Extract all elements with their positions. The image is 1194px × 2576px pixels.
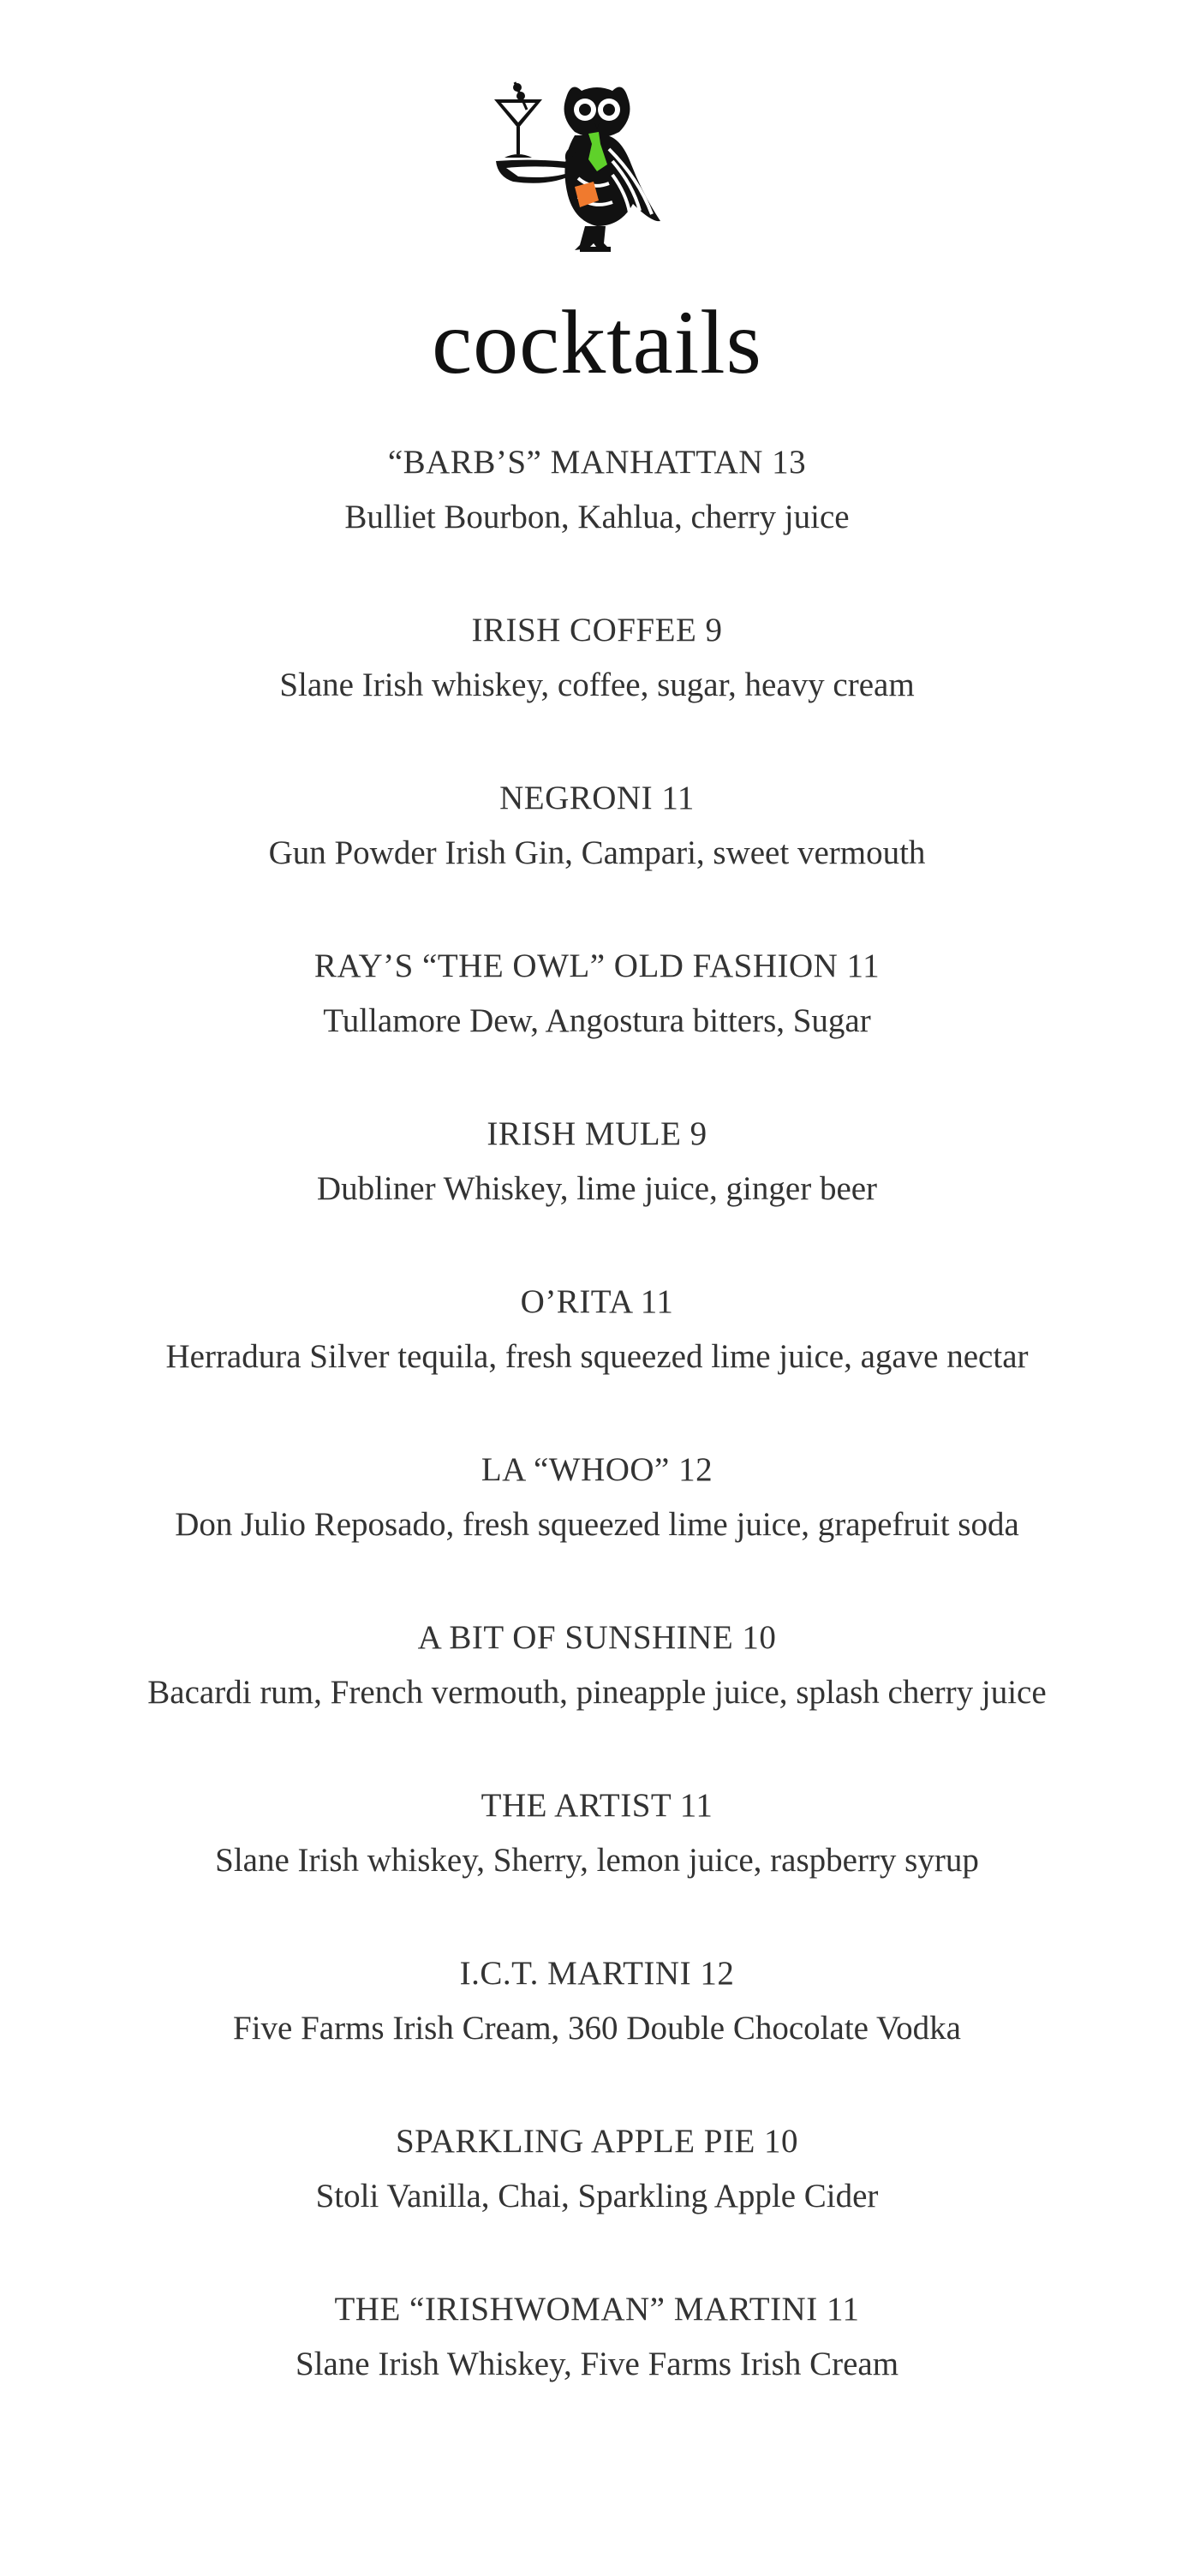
cocktail-name: NEGRONI 11 <box>499 780 695 816</box>
cocktail-ingredients: Stoli Vanilla, Chai, Sparkling Apple Cider <box>315 2178 879 2214</box>
cocktail-ingredients: Bacardi rum, French vermouth, pineapple juice, splash cherry juice <box>147 1674 1047 1711</box>
menu-title: cocktails <box>432 292 762 392</box>
menu-item <box>0 1443 1194 1611</box>
menu-item <box>0 1946 1194 2114</box>
cocktail-name: A BIT OF SUNSHINE 10 <box>417 1619 777 1656</box>
cocktail-list <box>0 435 1194 2450</box>
cocktail-name: RAY’S “THE OWL” OLD FASHION 11 <box>313 947 881 984</box>
menu-item <box>0 603 1194 771</box>
menu-item <box>0 435 1194 603</box>
cocktail-name: LA “WHOO” 12 <box>481 1451 713 1488</box>
menu-item <box>0 1107 1194 1275</box>
cocktail-ingredients: Don Julio Reposado, fresh squeezed lime juice, grapefruit soda <box>175 1506 1019 1543</box>
menu-item <box>0 771 1194 939</box>
cocktail-name: SPARKLING APPLE PIE 10 <box>395 2123 799 2160</box>
cocktail-name: THE “IRISHWOMAN” MARTINI 11 <box>334 2291 860 2328</box>
menu-item <box>0 2114 1194 2282</box>
menu-item <box>0 1778 1194 1946</box>
cocktail-ingredients: Dubliner Whiskey, lime juice, ginger beer <box>316 1170 878 1207</box>
menu-item <box>0 1275 1194 1443</box>
owl-with-martini-icon <box>493 75 664 257</box>
cocktail-name: O’RITA 11 <box>520 1283 674 1320</box>
cocktail-ingredients: Gun Powder Irish Gin, Campari, sweet vermouth <box>268 834 926 871</box>
cocktail-name: IRISH MULE 9 <box>487 1115 707 1152</box>
cocktail-name: IRISH COFFEE 9 <box>471 612 723 648</box>
cocktail-name: THE ARTIST 11 <box>481 1787 713 1824</box>
cocktail-ingredients: Five Farms Irish Cream, 360 Double Chocolate Vodka <box>233 2010 961 2047</box>
cocktail-name: I.C.T. MARTINI 12 <box>459 1955 735 1992</box>
menu-item <box>0 939 1194 1107</box>
cocktail-ingredients: Tullamore Dew, Angostura bitters, Sugar <box>323 1002 871 1039</box>
cocktail-ingredients: Slane Irish Whiskey, Five Farms Irish Cream <box>295 2346 899 2382</box>
cocktail-name: “BARB’S” MANHATTAN 13 <box>387 444 807 481</box>
cocktail-ingredients: Bulliet Bourbon, Kahlua, cherry juice <box>344 499 850 535</box>
menu-item <box>0 2282 1194 2450</box>
cocktail-ingredients: Slane Irish whiskey, Sherry, lemon juice, raspberry syrup <box>215 1842 979 1879</box>
menu-item <box>0 1611 1194 1778</box>
cocktail-ingredients: Slane Irish whiskey, coffee, sugar, heavy cream <box>279 666 915 703</box>
cocktail-ingredients: Herradura Silver tequila, fresh squeezed lime juice, agave nectar <box>165 1338 1029 1375</box>
